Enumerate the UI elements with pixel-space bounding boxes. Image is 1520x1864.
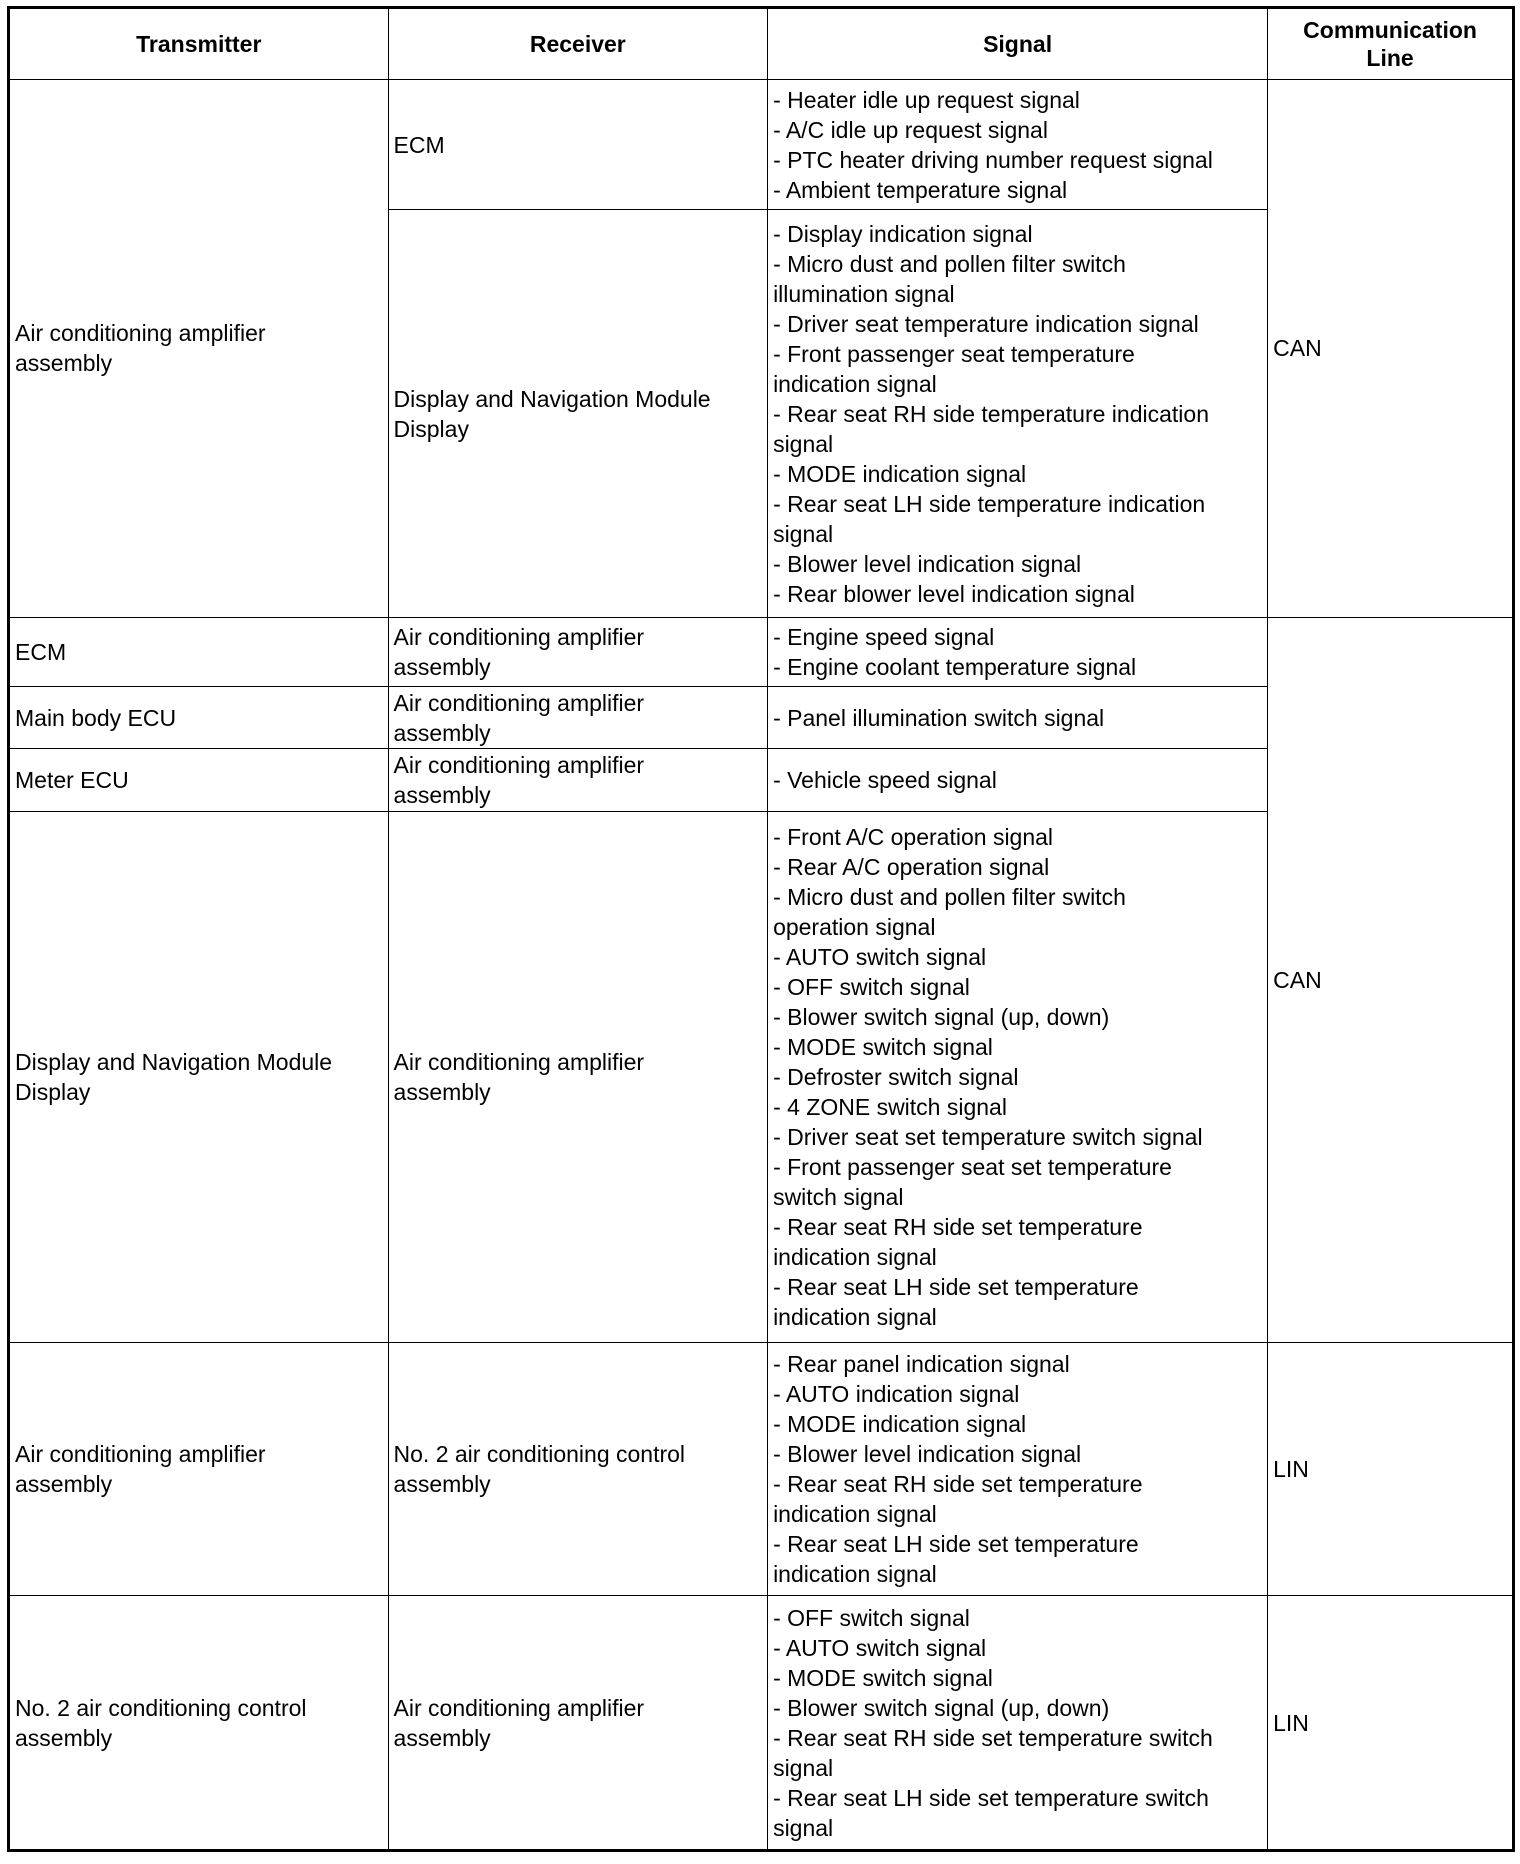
header-communication-line: Communication Line (1268, 8, 1514, 80)
signal-cell: - OFF switch signal - AUTO switch signal - MODE switch signal - Blower switch signal (up, down) - Rear seat RH side set temperature switch signal - Rear seat LH side set temperature switch signal (768, 1596, 1268, 1851)
table-row (9, 617, 1514, 686)
header-transmitter: Transmitter (9, 8, 389, 80)
header-receiver: Receiver (388, 8, 768, 80)
table-row (9, 80, 1514, 210)
receiver-cell: No. 2 air conditioning control assembly (388, 1342, 768, 1596)
transmitter-cell: Meter ECU (9, 749, 389, 812)
line-cell: LIN (1268, 1342, 1514, 1596)
table-row (9, 1596, 1514, 1851)
transmitter-cell: Display and Navigation Module Display (9, 811, 389, 1342)
signal-cell: - Front A/C operation signal - Rear A/C operation signal - Micro dust and pollen filter switch operation signal - AUTO switch signal - OFF switch signal - Blower switch signal (up, down) - MODE switch signal - Defroster switch signal - 4 ZONE switch signal - Driver seat set temperature switch signal - Front passenger seat set temperature switch signal - Rear seat RH side set temperature indication signal - Rear seat LH side set temperature indication signal (768, 811, 1268, 1342)
signal-cell: - Vehicle speed signal (768, 749, 1268, 812)
table-row (9, 1342, 1514, 1596)
receiver-cell: Air conditioning amplifier assembly (388, 749, 768, 812)
signal-cell: - Display indication signal - Micro dust and pollen filter switch illumination signal - Driver seat temperature indication signal - Front passenger seat temperature indication signal - Rear seat RH side temperature indication signal - MODE indication signal - Rear seat LH side temperature indication signal - Blower level indication signal - Rear blower level indication signal (768, 210, 1268, 618)
header-signal: Signal (768, 8, 1268, 80)
transmitter-cell: Air conditioning amplifier assembly (9, 80, 389, 618)
transmitter-cell: Main body ECU (9, 686, 389, 749)
receiver-cell: Air conditioning amplifier assembly (388, 617, 768, 686)
receiver-cell: Display and Navigation Module Display (388, 210, 768, 618)
receiver-cell: Air conditioning amplifier assembly (388, 811, 768, 1342)
line-cell: CAN (1268, 617, 1514, 1342)
transmitter-cell: ECM (9, 617, 389, 686)
receiver-cell: Air conditioning amplifier assembly (388, 686, 768, 749)
communication-table (7, 6, 1515, 1852)
receiver-cell: Air conditioning amplifier assembly (388, 1596, 768, 1851)
signal-cell: - Engine speed signal - Engine coolant temperature signal (768, 617, 1268, 686)
signal-cell: - Heater idle up request signal - A/C idle up request signal - PTC heater driving number request signal - Ambient temperature signal (768, 80, 1268, 210)
transmitter-cell: No. 2 air conditioning control assembly (9, 1596, 389, 1851)
line-cell: LIN (1268, 1596, 1514, 1851)
signal-cell: - Panel illumination switch signal (768, 686, 1268, 749)
signal-cell: - Rear panel indication signal - AUTO indication signal - MODE indication signal - Blower level indication signal - Rear seat RH side set temperature indication signal - Rear seat LH side set temperature indication signal (768, 1342, 1268, 1596)
header-row (9, 8, 1514, 80)
line-cell: CAN (1268, 80, 1514, 618)
transmitter-cell: Air conditioning amplifier assembly (9, 1342, 389, 1596)
receiver-cell: ECM (388, 80, 768, 210)
